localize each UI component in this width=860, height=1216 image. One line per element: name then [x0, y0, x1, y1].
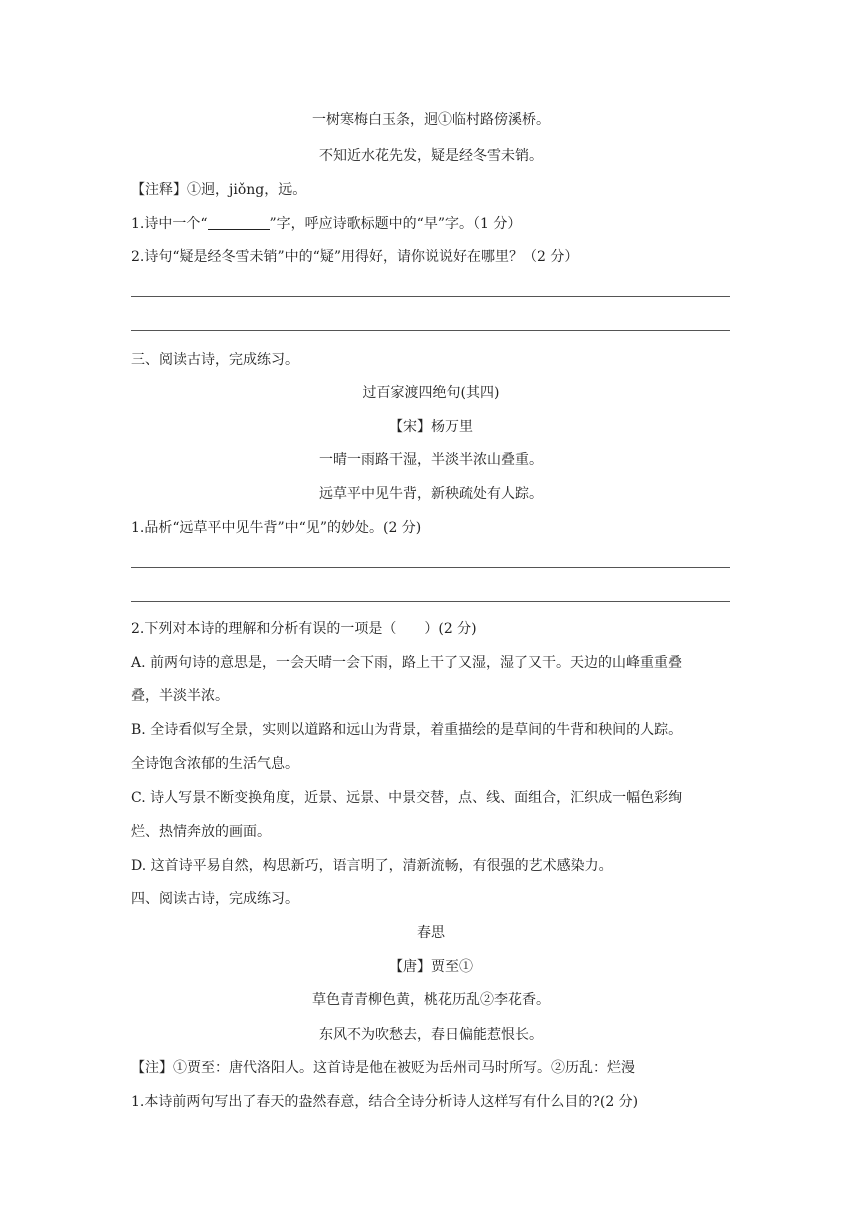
answer-line[interactable]	[131, 330, 730, 331]
poem-line: 一晴一雨路干湿，半淡半浓山叠重。	[319, 452, 543, 468]
option-c-cont: 烂、热情奔放的画面。	[131, 824, 271, 840]
question-text: 1.诗中一个“	[131, 216, 208, 232]
answer-line[interactable]	[131, 296, 730, 297]
option-c: C. 诗人写景不断变换角度，近景、远景、中景交替，点、线、面组合，汇织成一幅色彩绚	[131, 790, 683, 806]
poem-line: 一树寒梅白玉条，迥①临村路傍溪桥。	[312, 112, 550, 128]
question-text: ”字，呼应诗歌标题中的“早”字。（1 分）	[269, 216, 522, 232]
option-d: D. 这首诗平易自然，构思新巧，语言明了，清新流畅，有很强的艺术感染力。	[131, 858, 613, 874]
option-a-cont: 叠，半淡半浓。	[131, 688, 229, 704]
option-b: B. 全诗看似写全景，实则以道路和远山为背景，着重描绘的是草间的牛背和秧间的人踪。	[131, 722, 683, 738]
poem-author: 【宋】杨万里	[389, 419, 473, 435]
question-text: 2.诗句“疑是经冬雪未销”中的“疑”用得好，请你说说好在哪里？（2 分）	[131, 249, 579, 265]
question-fill-blank	[131, 214, 731, 234]
poem-line: 草色青青柳色黄，桃花历乱②李花香。	[312, 992, 550, 1008]
poem-line: 远草平中见牛背，新秧疏处有人踪。	[319, 486, 543, 502]
section-heading: 四、阅读古诗，完成练习。	[131, 891, 299, 907]
annotation-note: 【注】①贾至：唐代洛阳人。这首诗是他在被贬为岳州司马时所写。②历乱：烂漫	[131, 1060, 635, 1076]
poem-line: 东风不为吹愁去，春日偏能惹恨长。	[319, 1027, 543, 1043]
poem-author: 【唐】贾至①	[389, 959, 473, 975]
poem-title: 过百家渡四绝句(其四)	[362, 385, 500, 401]
question-text: 2.下列对本诗的理解和分析有误的一项是（	[131, 621, 397, 637]
answer-line[interactable]	[131, 601, 730, 602]
option-b-cont: 全诗饱含浓郁的生活气息。	[131, 756, 299, 772]
question-text: ）(2 分)	[424, 621, 477, 637]
question-choice	[131, 619, 731, 639]
answer-line[interactable]	[131, 567, 730, 568]
poem-line: 不知近水花先发，疑是经冬雪未销。	[319, 148, 543, 164]
question-text: 1.本诗前两句写出了春天的盎然春意，结合全诗分析诗人这样写有什么目的?(2 分)	[131, 1094, 639, 1110]
question-text: 1.品析“远草平中见牛背”中“见”的妙处。(2 分)	[131, 520, 422, 536]
option-a: A. 前两句诗的意思是，一会天晴一会下雨，路上干了又湿，湿了又干。天边的山峰重重叠	[131, 655, 683, 671]
section-heading: 三、阅读古诗，完成练习。	[131, 352, 299, 368]
annotation-note: 【注释】①迥，jiǒng，远。	[131, 182, 307, 198]
poem-title: 春思	[417, 925, 445, 941]
answer-blank[interactable]	[208, 215, 270, 230]
